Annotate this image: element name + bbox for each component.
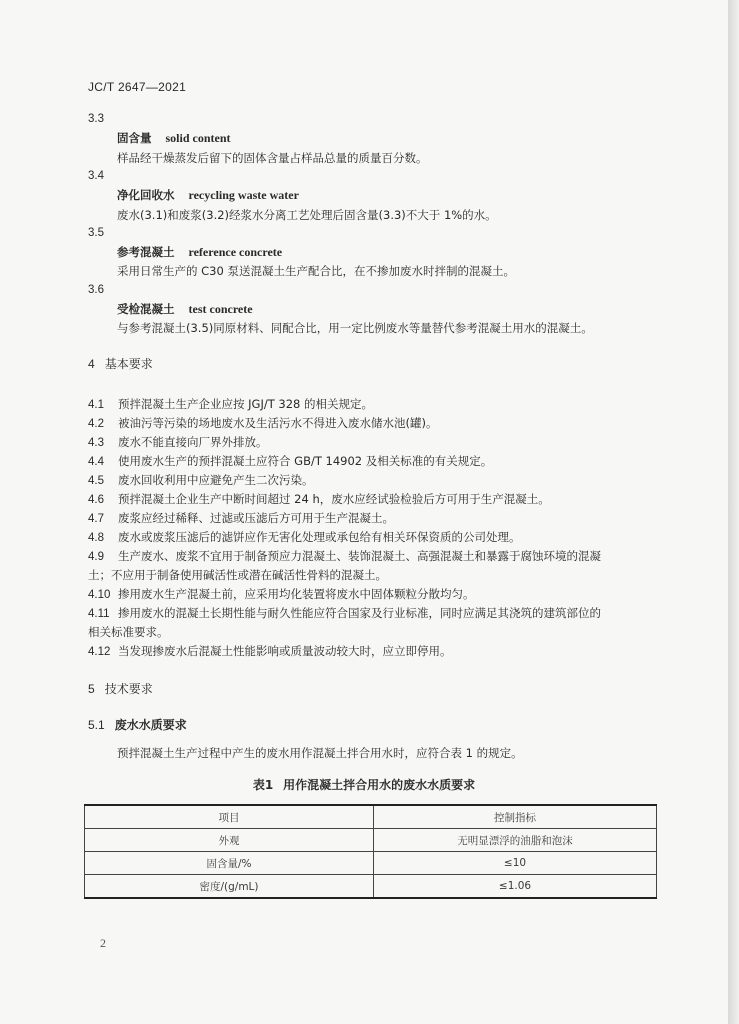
requirement-item bbox=[88, 491, 550, 508]
term-title-zh: 参考混凝土 bbox=[117, 245, 175, 259]
body-paragraph: 预拌混凝土生产过程中产生的废水用作混凝土拌合用水时，应符合表 1 的规定。 bbox=[117, 746, 523, 760]
requirement-text: 使用废水生产的预拌混凝土应符合 GB/T 14902 及相关标准的有关规定。 bbox=[118, 454, 493, 468]
term-title bbox=[117, 244, 282, 260]
section-heading bbox=[88, 356, 153, 372]
term-title bbox=[117, 301, 253, 317]
requirement-text: 废水不能直接向厂界外排放。 bbox=[118, 435, 268, 449]
term-title bbox=[117, 187, 299, 203]
requirement-item bbox=[88, 415, 437, 432]
requirement-text: 生产废水、废浆不宜用于制备预应力混凝土、装饰混凝土、高强混凝土和暴露于腐蚀环境的混凝 bbox=[118, 549, 601, 563]
requirement-item bbox=[88, 529, 521, 546]
page-number: 2 bbox=[100, 936, 106, 950]
requirement-number: 4.4 bbox=[88, 456, 104, 468]
section-number: 4 bbox=[88, 357, 95, 371]
requirement-number: 4.8 bbox=[88, 532, 104, 544]
requirement-number: 4.6 bbox=[88, 494, 104, 506]
requirement-item bbox=[88, 586, 475, 603]
term-title-zh: 固含量 bbox=[117, 131, 152, 145]
requirement-item bbox=[88, 510, 394, 527]
water-quality-table bbox=[84, 804, 657, 899]
term-definition: 样品经干燥蒸发后留下的固体含量占样品总量的质量百分数。 bbox=[117, 151, 428, 165]
requirement-text: 掺用废水的混凝土长期性能与耐久性能应符合国家及行业标准，同时应满足其浇筑的建筑部位的 bbox=[118, 606, 601, 620]
table-cell: ≤1.06 bbox=[374, 875, 657, 899]
requirement-number: 4.5 bbox=[88, 475, 104, 487]
requirement-text: 被油污等污染的场地废水及生活污水不得进入废水储水池(罐)。 bbox=[118, 416, 438, 430]
table-cell: ≤10 bbox=[374, 852, 657, 875]
table-row bbox=[85, 852, 657, 875]
table-header-row bbox=[85, 805, 657, 829]
standard-code: JC/T 2647—2021 bbox=[88, 80, 187, 94]
term-title-en: solid content bbox=[165, 131, 231, 145]
requirement-text: 废水回收利用中应避免产生二次污染。 bbox=[118, 473, 314, 487]
term-number: 3.5 bbox=[88, 227, 104, 239]
requirement-item bbox=[88, 396, 373, 413]
requirement-number: 4.1 bbox=[88, 399, 104, 411]
requirement-text: 掺用废水生产混凝土前，应采用均化装置将废水中固体颗粒分散均匀。 bbox=[118, 587, 475, 601]
section-title: 基本要求 bbox=[104, 357, 153, 371]
column-header: 控制指标 bbox=[374, 805, 657, 829]
table-row bbox=[85, 829, 657, 852]
term-title-en: test concrete bbox=[188, 302, 253, 316]
table-cell: 密度/(g/mL) bbox=[85, 875, 374, 899]
requirement-item bbox=[88, 605, 601, 622]
term-definition: 废水(3.1)和废浆(3.2)经浆水分离工艺处理后固含量(3.3)不大于 1%的水。 bbox=[117, 208, 497, 222]
section-heading bbox=[88, 681, 153, 697]
term-title bbox=[117, 130, 231, 146]
requirement-number: 4.10 bbox=[88, 589, 111, 601]
term-number: 3.6 bbox=[88, 284, 104, 296]
page-edge-shadow bbox=[728, 0, 739, 1024]
requirement-item bbox=[88, 643, 452, 660]
requirement-item bbox=[88, 434, 268, 451]
section-title: 技术要求 bbox=[104, 682, 153, 696]
requirement-text: 废水或废浆压滤后的滤饼应作无害化处理或承包给有相关环保资质的公司处理。 bbox=[118, 530, 521, 544]
table-cell: 无明显漂浮的油脂和泡沫 bbox=[374, 829, 657, 852]
term-title-zh: 受检混凝土 bbox=[117, 302, 175, 316]
subsection-title: 废水水质要求 bbox=[114, 718, 187, 732]
table-cell: 固含量/% bbox=[85, 852, 374, 875]
section-number: 5 bbox=[88, 682, 95, 696]
requirement-text: 预拌混凝土企业生产中断时间超过 24 h，废水应经试验检验后方可用于生产混凝土。 bbox=[118, 492, 550, 506]
requirement-number: 4.9 bbox=[88, 551, 104, 563]
requirement-number: 4.12 bbox=[88, 646, 111, 658]
requirement-number: 4.7 bbox=[88, 513, 104, 525]
requirement-item bbox=[88, 548, 601, 565]
requirement-continuation: 相关标准要求。 bbox=[88, 625, 169, 639]
term-title-zh: 净化回收水 bbox=[117, 188, 175, 202]
term-title-en: recycling waste water bbox=[188, 188, 299, 202]
requirement-continuation: 土；不应用于制备使用碱活性或潜在碱活性骨料的混凝土。 bbox=[88, 568, 387, 582]
term-number: 3.4 bbox=[88, 170, 104, 182]
requirement-item bbox=[88, 453, 492, 470]
table-caption-number: 表1 bbox=[252, 778, 274, 792]
requirement-item bbox=[88, 472, 314, 489]
subsection-number: 5.1 bbox=[88, 718, 105, 732]
table-caption bbox=[0, 776, 728, 793]
table-cell: 外观 bbox=[85, 829, 374, 852]
term-title-en: reference concrete bbox=[188, 245, 283, 259]
table-row bbox=[85, 875, 657, 899]
requirement-text: 废浆应经过稀释、过滤或压滤后方可用于生产混凝土。 bbox=[118, 511, 394, 525]
term-definition: 与参考混凝土(3.5)同原材料、同配合比，用一定比例废水等量替代参考混凝土用水的混凝土。 bbox=[117, 321, 593, 335]
requirement-number: 4.3 bbox=[88, 437, 104, 449]
requirement-text: 当发现掺废水后混凝土性能影响或质量波动较大时，应立即停用。 bbox=[118, 644, 452, 658]
requirement-number: 4.2 bbox=[88, 418, 104, 430]
subsection-heading bbox=[88, 717, 187, 733]
term-number: 3.3 bbox=[88, 113, 104, 125]
table-caption-text: 用作混凝土拌合用水的废水水质要求 bbox=[283, 778, 476, 792]
requirement-text: 预拌混凝土生产企业应按 JGJ/T 328 的相关规定。 bbox=[118, 397, 374, 411]
requirement-number: 4.11 bbox=[88, 608, 110, 620]
term-definition: 采用日常生产的 C30 泵送混凝土生产配合比，在不掺加废水时拌制的混凝土。 bbox=[117, 264, 515, 278]
column-header: 项目 bbox=[85, 805, 374, 829]
